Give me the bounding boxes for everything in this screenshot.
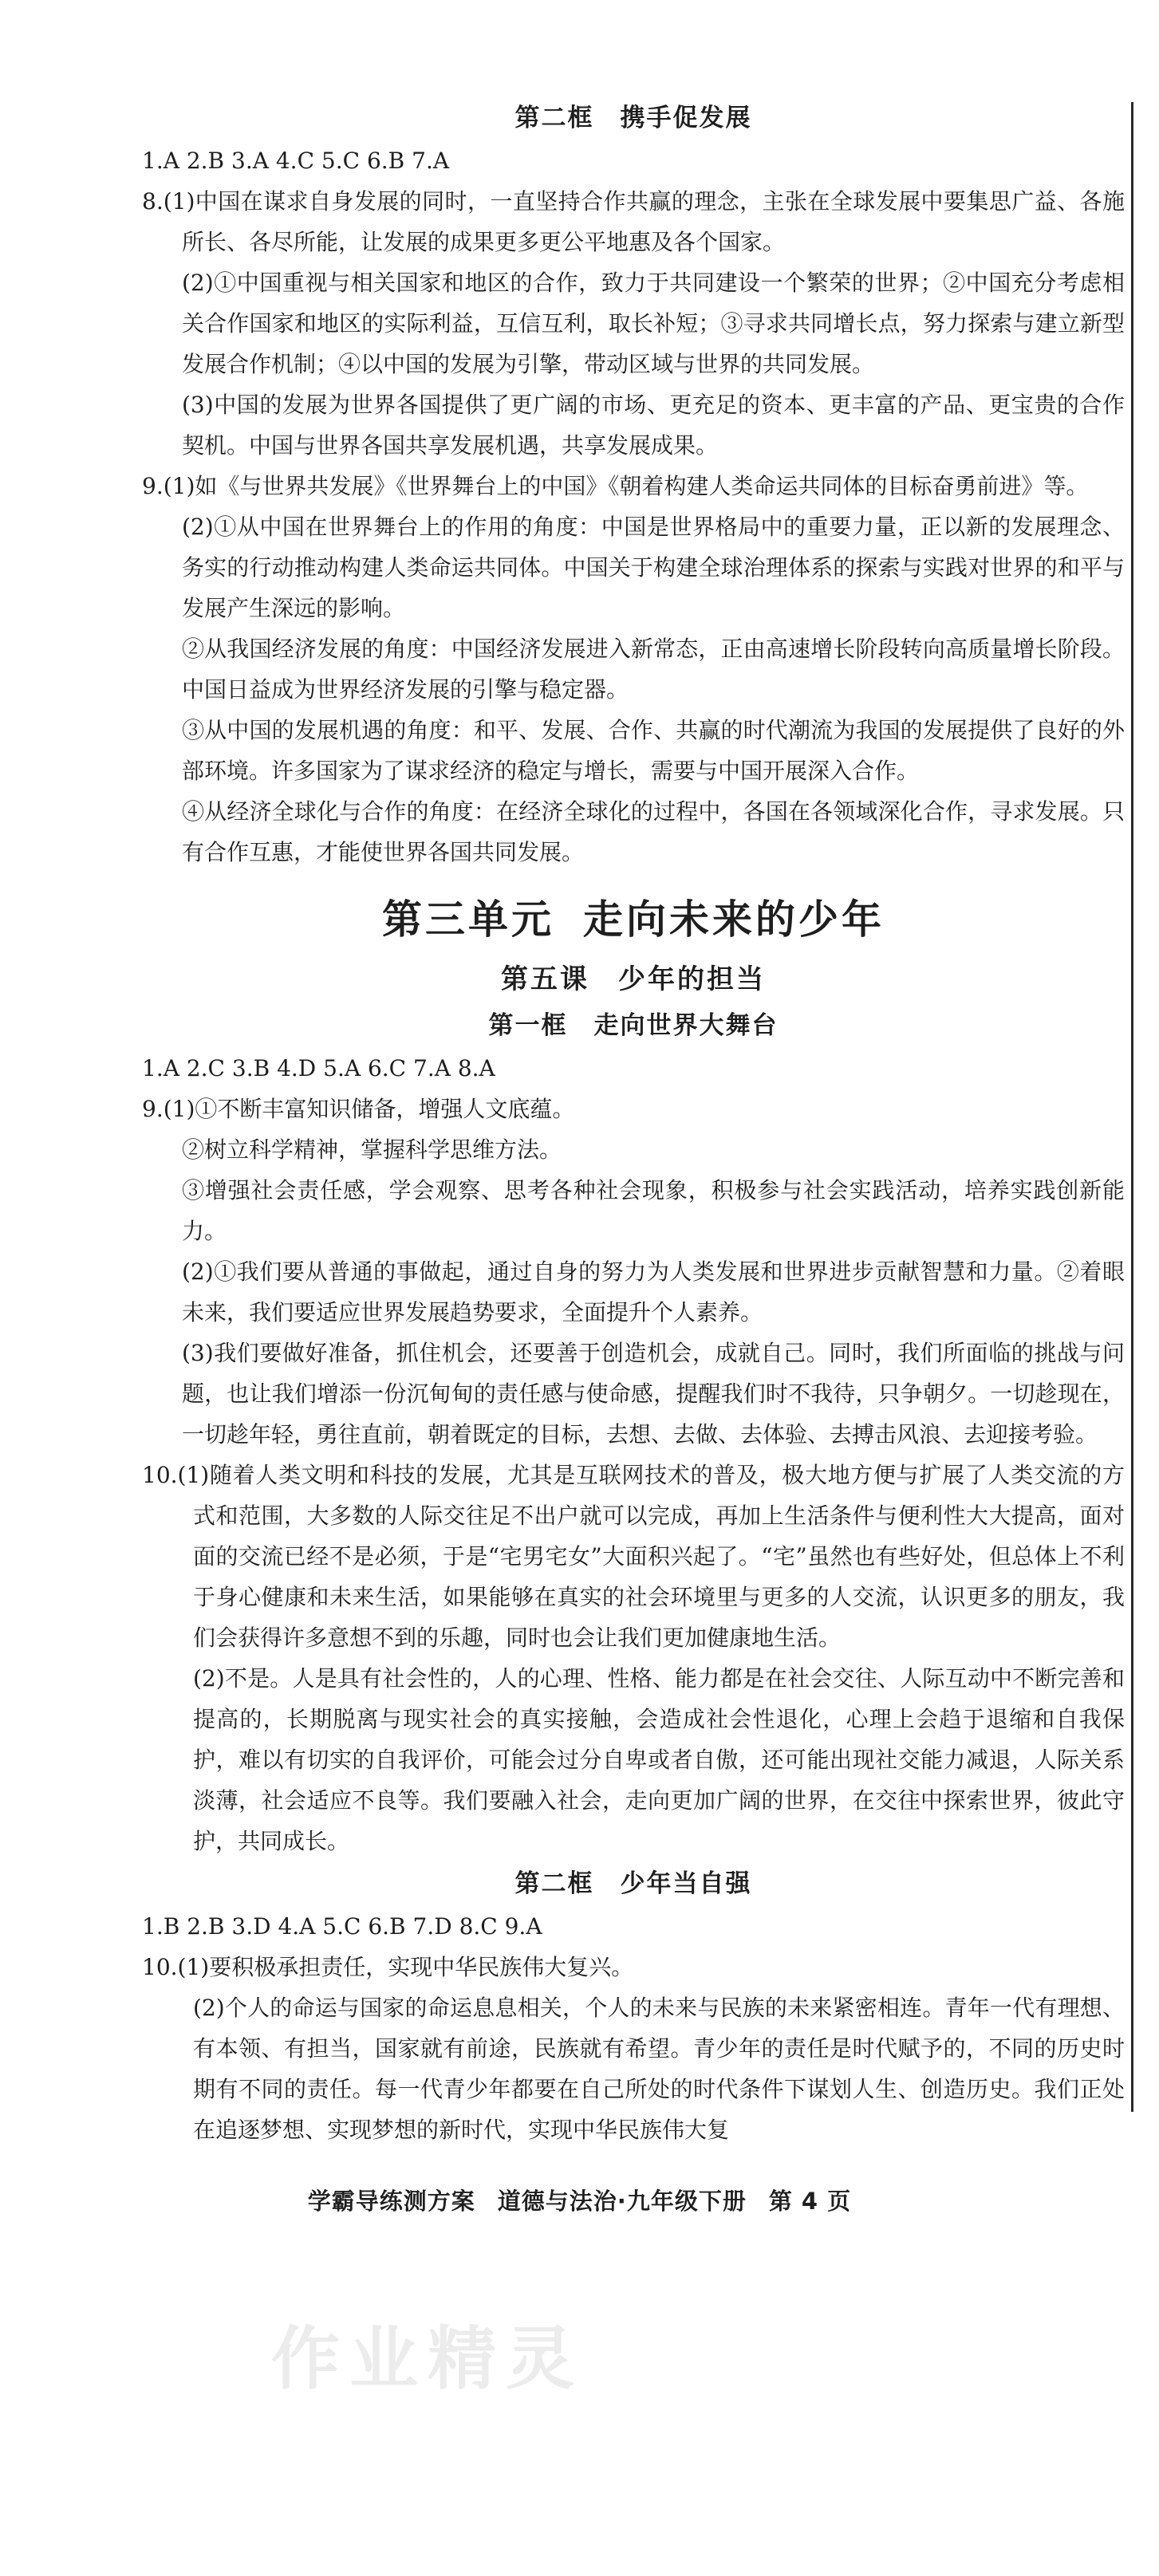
answer-paragraph: 10.(1)要积极承担责任，实现中华民族伟大复兴。 xyxy=(142,1954,634,1980)
answer-paragraph: (2)个人的命运与国家的命运息息相关，个人的未来与民族的未来紧密相连。青年一代有理想、有本领、有担当，国家就有前途，民族就有希望。青少年的责任是时代赋予的，不同的历史时期有不同的责任。每一代青少年都要在自己所处的时代条件下谋划人生、创造历史。我们正处在追逐梦想、实现梦想的新时代，实现中华民族伟大复 xyxy=(193,1995,1125,2143)
section-heading: 第二框 携手促发展 xyxy=(514,104,752,132)
section-heading: 第一框 走向世界大舞台 xyxy=(488,1011,779,1040)
answer-paragraph: (3)我们要做好准备，抓住机会，还要善于创造机会，成就自己。同时，我们所面临的挑战与问题，也让我们增添一份沉甸甸的责任感与使命感，提醒我们时不我待，只争朝夕。一切趁现在，一切趁年轻，勇往直前，朝着既定的目标，去想、去做、去体验、去搏击风浪、去迎接考验。 xyxy=(182,1340,1125,1448)
answer-paragraph: 10.(1)随着人类文明和科技的发展，尤其是互联网技术的普及，极大地方便与扩展了人类交流的方式和范围，大多数的人际交往足不出户就可以完成，再加上生活条件与便利性大大提高，面对面的交流已经不是必须，于是“宅男宅女”大面积兴起了。“宅”虽然也有些好处，但总体上不利于身心健康和未来生活，如果能够在真实的社会环境里与更多的人交流，认识更多的朋友，我们会获得许多意想不到的乐趣，同时也会让我们更加健康地生活。 xyxy=(142,1462,1125,1651)
choice-answers: 1.A 2.C 3.B 4.D 5.A 6.C 7.A 8.A xyxy=(142,1055,495,1081)
lesson-heading xyxy=(142,955,1125,1003)
page-footer xyxy=(0,2184,1159,2216)
unit-number: 第三单元 xyxy=(382,896,554,943)
answer-paragraph: ③从中国的发展机遇的角度：和平、发展、合作、共赢的时代潮流为我国的发展提供了良好的外部环境。许多国家为了谋求经济的稳定与增长，需要与中国开展深入合作。 xyxy=(182,717,1125,784)
choice-answers: 1.A 2.B 3.A 4.C 5.C 6.B 7.A xyxy=(142,148,450,174)
unit-heading xyxy=(142,884,1125,955)
lesson-name: 少年的担当 xyxy=(618,963,766,995)
answer-content xyxy=(142,96,1125,2150)
choice-answers: 1.B 2.B 3.D 4.A 5.C 6.B 7.D 8.C 9.A xyxy=(142,1913,542,1940)
section-heading: 第二框 少年当自强 xyxy=(514,1869,752,1898)
answer-paragraph: (2)①我们要从普通的事做起，通过自身的努力为人类发展和世界进步贡献智慧和力量。②着眼未来，我们要适应世界发展趋势要求，全面提升个人素养。 xyxy=(182,1258,1125,1325)
watermark: 作业精灵 xyxy=(271,2319,584,2399)
unit-name: 走向未来的少年 xyxy=(583,896,885,943)
answer-paragraph: 9.(1)①不断丰富知识储备，增强人文底蕴。 xyxy=(142,1096,575,1122)
answer-paragraph: 9.(1)如《与世界共发展》《世界舞台上的中国》《朝着构建人类命运共同体的目标奋勇前进》等。 xyxy=(142,473,1089,499)
answer-paragraph: 8.(1)中国在谋求自身发展的同时，一直坚持合作共赢的理念，主张在全球发展中要集思广益、各施所长、各尽所能，让发展的成果更多更公平地惠及各个国家。 xyxy=(142,188,1125,255)
answer-paragraph: (2)①中国重视与相关国家和地区的合作，致力于共同建设一个繁荣的世界；②中国充分考虑相关合作国家和地区的实际利益，互信互利，取长补短；③寻求共同增长点，努力探索与建立新型发展合作机制；④以中国的发展为引擎，带动区域与世界的共同发展。 xyxy=(182,270,1125,377)
answer-paragraph: (2)不是。人是具有社会性的，人的心理、性格、能力都是在社会交往、人际互动中不断完善和提高的，长期脱离与现实社会的真实接触，会造成社会性退化，心理上会趋于退缩和自我保护，难以有切实的自我评价，可能会过分自卑或者自傲，还可能出现社交能力减退，人际关系淡薄，社会适应不良等。我们要融入社会，走向更加广阔的世界，在交往中探索世界，彼此守护，共同成长。 xyxy=(193,1665,1125,1854)
book-title: 学霸导练测方案 xyxy=(307,2188,475,2215)
answer-paragraph: (2)①从中国在世界舞台上的作用的角度：中国是世界格局中的重要力量，正以新的发展理念、务实的行动推动构建人类命运共同体。中国关于构建全球治理体系的探索与实践对世界的和平与发展产生深远的影响。 xyxy=(182,514,1125,621)
answer-paragraph: ④从经济全球化与合作的角度：在经济全球化的过程中，各国在各领域深化合作，寻求发展。只有合作互惠，才能使世界各国共同发展。 xyxy=(182,798,1125,865)
answer-paragraph: ②树立科学精神，掌握科学思维方法。 xyxy=(182,1136,562,1163)
page-number: 第 4 页 xyxy=(768,2188,852,2215)
answer-paragraph: ③增强社会责任感，学会观察、思考各种社会现象，积极参与社会实践活动，培养实践创新能力。 xyxy=(182,1177,1125,1244)
answer-paragraph: ②从我国经济发展的角度：中国经济发展进入新常态，正由高速增长阶段转向高质量增长阶段。中国日益成为世界经济发展的引擎与稳定器。 xyxy=(182,636,1125,703)
margin-rule xyxy=(1131,102,1133,2112)
lesson-number: 第五课 xyxy=(501,963,589,995)
subject-label: 道德与法治·九年级下册 xyxy=(497,2188,747,2215)
answer-paragraph: (3)中国的发展为世界各国提供了更广阔的市场、更充足的资本、更丰富的产品、更宝贵的合作契机。中国与世界各国共享发展机遇，共享发展成果。 xyxy=(182,392,1125,459)
